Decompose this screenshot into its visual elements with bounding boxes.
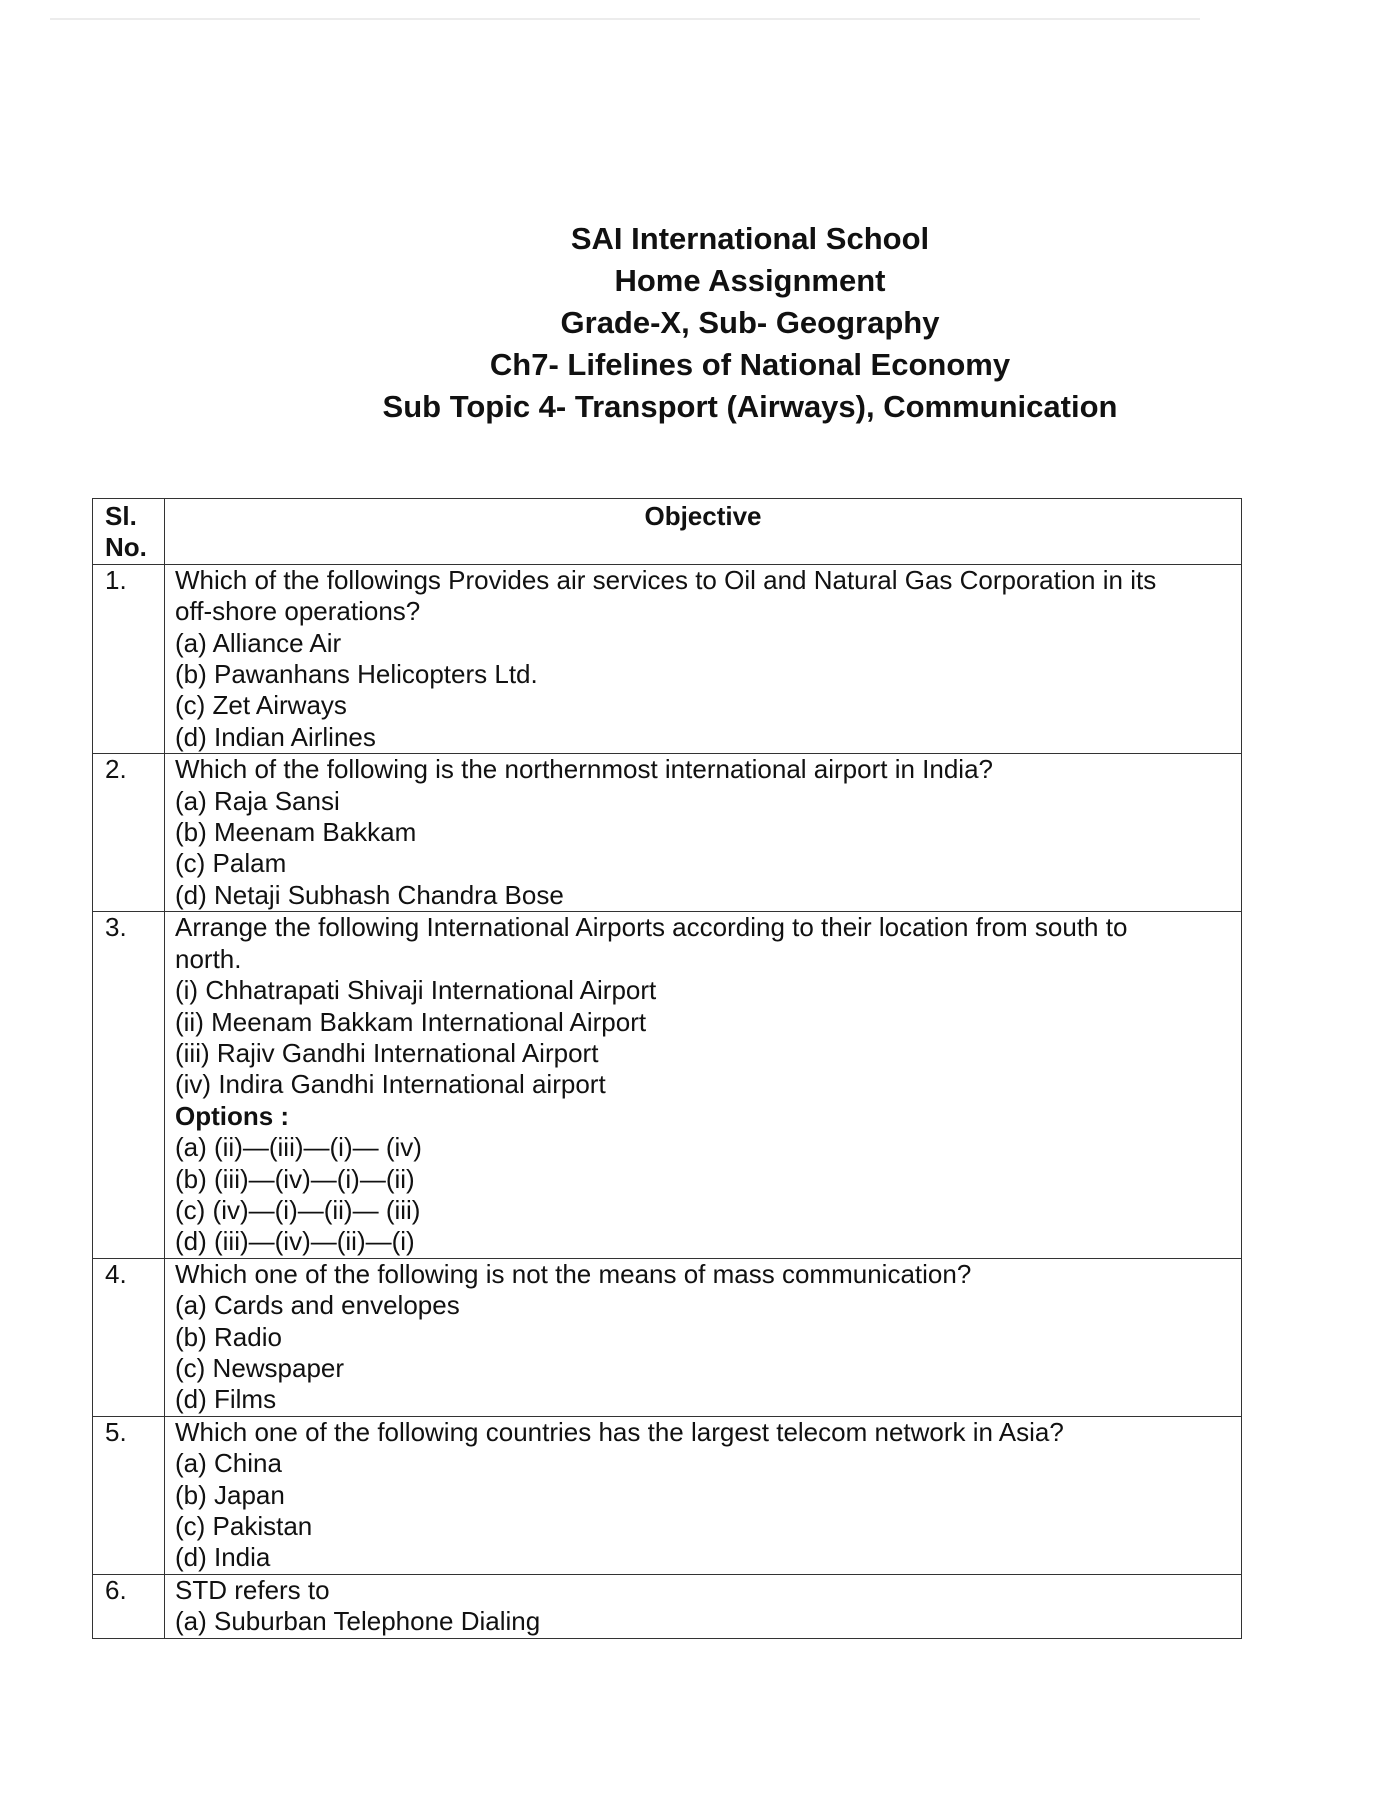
question-number: 3. (93, 912, 165, 1258)
answer-option: (c) Zet Airways (175, 690, 347, 721)
question-text: Which one of the following is not the means of mass communication? (175, 1258, 972, 1289)
question-body (165, 754, 1242, 912)
answer-option: (a) China (175, 1448, 282, 1479)
serial-header-line2: No. (105, 532, 147, 563)
answer-option: (c) Newspaper (175, 1352, 345, 1383)
question-row (93, 564, 1242, 753)
answer-option: (d) (iii)—(iv)—(ii)—(i) (175, 1226, 415, 1257)
airport-item: (iii) Rajiv Gandhi International Airport (175, 1037, 599, 1068)
options-label: Options : (175, 1100, 290, 1131)
assignment-title: Home Assignment (614, 263, 886, 298)
question-text: Which of the following is the northernmost international airport in India? (175, 754, 993, 785)
question-row (93, 1574, 1242, 1638)
question-body (165, 1416, 1242, 1574)
answer-option: (b) (iii)—(iv)—(i)—(ii) (175, 1163, 415, 1194)
question-text: north. (175, 943, 242, 974)
question-number: 4. (93, 1258, 165, 1416)
airport-item: (iv) Indira Gandhi International airport (175, 1069, 606, 1100)
question-body (165, 1574, 1242, 1638)
answer-option: (b) Japan (175, 1479, 285, 1510)
subtopic-title: Sub Topic 4- Transport (Airways), Communication (382, 389, 1118, 424)
question-table (92, 498, 1242, 1639)
document-header (0, 218, 1390, 428)
answer-option: (a) (ii)—(iii)—(i)— (iv) (175, 1132, 422, 1163)
question-row (93, 1416, 1242, 1574)
question-text: off-shore operations? (175, 596, 421, 627)
question-body (165, 564, 1242, 753)
question-text: Arrange the following International Airports according to their location from south to (175, 912, 1128, 943)
question-number: 2. (93, 754, 165, 912)
table-header-row (93, 499, 1242, 565)
question-text: Which one of the following countries has the largest telecom network in Asia? (175, 1416, 1064, 1447)
question-number: 5. (93, 1416, 165, 1574)
question-body (165, 912, 1242, 1258)
answer-option: (b) Radio (175, 1321, 282, 1352)
answer-option: (d) Netaji Subhash Chandra Bose (175, 879, 564, 910)
question-row (93, 912, 1242, 1258)
top-rule (50, 18, 1200, 20)
answer-option: (c) Pakistan (175, 1511, 313, 1541)
question-row (93, 1258, 1242, 1416)
chapter-title: Ch7- Lifelines of National Economy (489, 347, 1011, 382)
answer-option: (d) Films (175, 1384, 277, 1415)
answer-option: (a) Alliance Air (175, 627, 342, 658)
answer-option: (d) India (175, 1542, 271, 1573)
answer-option: (d) Indian Airlines (175, 721, 376, 752)
objective-header: Objective (165, 499, 1242, 565)
airport-item: (i) Chhatrapati Shivaji International Airport (175, 975, 657, 1006)
airport-item: (ii) Meenam Bakkam International Airport (175, 1006, 647, 1037)
answer-option: (a) Suburban Telephone Dialing (175, 1606, 541, 1637)
serial-number-header (93, 499, 165, 565)
school-name: SAI International School (570, 221, 930, 256)
question-text: Which of the followings Provides air services to Oil and Natural Gas Corporation in its (175, 564, 1157, 595)
answer-option: (a) Raja Sansi (175, 785, 340, 816)
answer-option: (c) Palam (175, 848, 287, 879)
question-body (165, 1258, 1242, 1416)
answer-option: (b) Meenam Bakkam (175, 817, 417, 848)
serial-header-line1: Sl. (105, 501, 137, 531)
question-number: 6. (93, 1574, 165, 1638)
answer-option: (b) Pawanhans Helicopters Ltd. (175, 659, 538, 690)
grade-subject: Grade-X, Sub- Geography (560, 305, 940, 340)
question-row (93, 754, 1242, 912)
question-number: 1. (93, 564, 165, 753)
question-text: STD refers to (175, 1574, 330, 1605)
answer-option: (c) (iv)—(i)—(ii)— (iii) (175, 1194, 421, 1225)
answer-option: (a) Cards and envelopes (175, 1290, 460, 1321)
